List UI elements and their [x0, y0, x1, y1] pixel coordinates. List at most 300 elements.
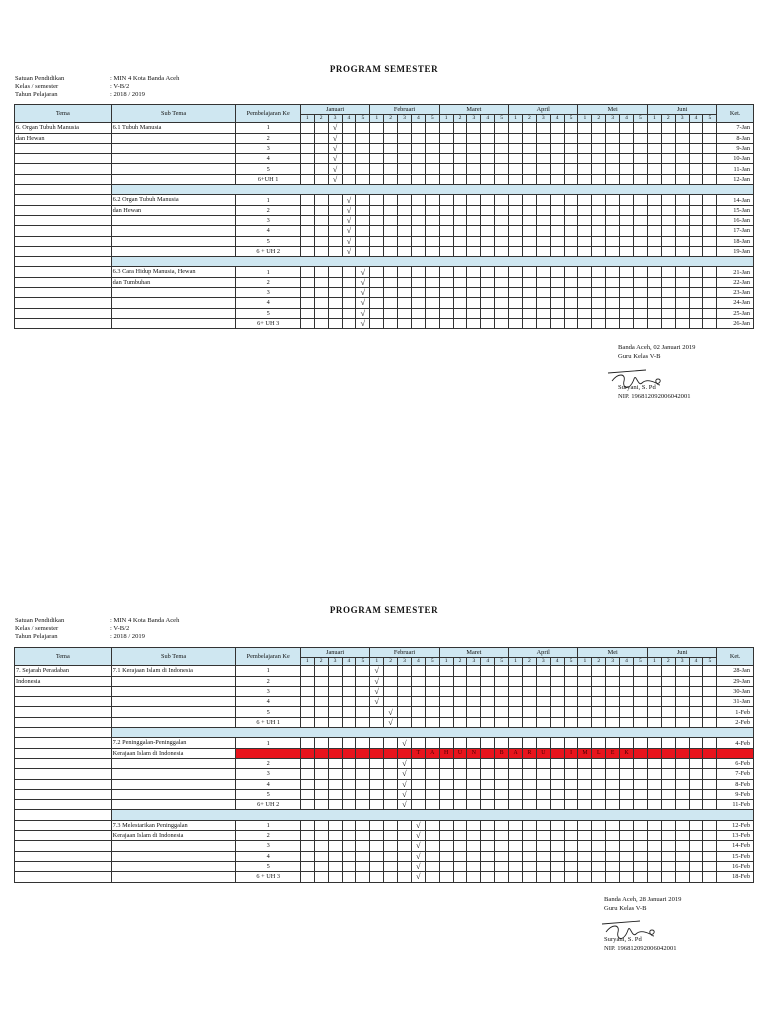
week-cell: [564, 841, 578, 851]
sub-tema-cell: [111, 707, 236, 717]
week-cell: [481, 697, 495, 707]
week-cell: [606, 707, 620, 717]
week-cell: [425, 123, 439, 133]
week-cell: [550, 717, 564, 727]
week-cell: [370, 123, 384, 133]
week-cell: [550, 205, 564, 215]
week-cell: [356, 758, 370, 768]
week-cell: [453, 308, 467, 318]
header-pembelajaran: Pembelajaran Ke: [236, 105, 300, 123]
week-cell: [314, 277, 328, 287]
week-cell: [370, 779, 384, 789]
week-cell: [495, 154, 509, 164]
week-cell: [633, 841, 647, 851]
week-cell: [314, 831, 328, 841]
pembelajaran-cell: 2: [236, 676, 300, 686]
sub-tema-cell: [111, 318, 236, 328]
week-cell: [620, 143, 634, 153]
week-cell: [509, 288, 523, 298]
header-week: 3: [328, 658, 342, 666]
week-cell: [606, 861, 620, 871]
week-cell: [453, 697, 467, 707]
header-week: 5: [425, 115, 439, 123]
week-cell: [689, 277, 703, 287]
week-cell: [578, 133, 592, 143]
week-cell: [536, 298, 550, 308]
week-cell: [384, 831, 398, 841]
week-cell: [398, 288, 412, 298]
ket-cell: 12-Jan: [717, 174, 754, 184]
tema-cell: [15, 717, 112, 727]
week-cell: [398, 205, 412, 215]
week-cell: [481, 789, 495, 799]
pembelajaran-cell: 3: [236, 769, 300, 779]
tema-cell: [15, 257, 112, 267]
week-cell: [661, 738, 675, 748]
header-ket: Ket.: [717, 105, 754, 123]
week-cell: [689, 851, 703, 861]
week-cell: [509, 697, 523, 707]
week-cell: [675, 779, 689, 789]
week-cell: [356, 851, 370, 861]
week-cell: [633, 872, 647, 882]
week-cell: [467, 707, 481, 717]
pembelajaran-cell: 4: [236, 851, 300, 861]
week-cell: [342, 820, 356, 830]
week-cell: [411, 226, 425, 236]
week-cell: [647, 226, 661, 236]
week-cell: [453, 195, 467, 205]
week-cell: [356, 707, 370, 717]
week-cell: [439, 133, 453, 143]
meta-value: : V-B/2: [110, 83, 130, 90]
week-cell: √: [342, 205, 356, 215]
week-cell: [439, 789, 453, 799]
week-cell: [522, 174, 536, 184]
week-cell: √: [342, 195, 356, 205]
tema-cell: [15, 779, 112, 789]
week-cell: [550, 226, 564, 236]
week-cell: [384, 872, 398, 882]
week-cell: [384, 820, 398, 830]
ket-cell: 1-Feb: [717, 707, 754, 717]
week-cell: [578, 123, 592, 133]
week-cell: [522, 164, 536, 174]
week-cell: [425, 154, 439, 164]
week-cell: [647, 246, 661, 256]
tema-cell: [15, 728, 112, 738]
week-cell: [592, 841, 606, 851]
week-cell: [314, 226, 328, 236]
week-cell: [342, 800, 356, 810]
week-cell: [522, 133, 536, 143]
week-cell: [356, 789, 370, 799]
week-cell: [439, 872, 453, 882]
week-cell: [328, 697, 342, 707]
week-cell: [689, 164, 703, 174]
sub-tema-cell: [111, 288, 236, 298]
week-cell: [481, 174, 495, 184]
week-cell: [633, 226, 647, 236]
week-cell: [550, 851, 564, 861]
sub-tema-cell: [111, 174, 236, 184]
week-cell: [495, 769, 509, 779]
week-cell: [481, 308, 495, 318]
week-cell: [495, 195, 509, 205]
week-cell: [314, 267, 328, 277]
week-cell: [398, 841, 412, 851]
week-cell: [578, 154, 592, 164]
week-cell: [300, 686, 314, 696]
table-row: [15, 779, 754, 789]
week-cell: [620, 717, 634, 727]
week-cell: [606, 236, 620, 246]
week-cell: [509, 666, 523, 676]
week-cell: [314, 164, 328, 174]
tema-cell: [15, 174, 112, 184]
tema-cell: [15, 800, 112, 810]
week-cell: [689, 308, 703, 318]
week-cell: [467, 851, 481, 861]
meta-value: : 2018 / 2019: [110, 91, 145, 98]
holiday-letter: T: [411, 748, 425, 758]
week-cell: [661, 697, 675, 707]
week-cell: [342, 831, 356, 841]
week-cell: [453, 205, 467, 215]
pembelajaran-cell: 1: [236, 195, 300, 205]
week-cell: [300, 707, 314, 717]
week-cell: [439, 758, 453, 768]
week-cell: [647, 758, 661, 768]
week-cell: [675, 697, 689, 707]
sub-tema-cell: [111, 246, 236, 256]
week-cell: [384, 686, 398, 696]
sub-tema-cell: [111, 789, 236, 799]
week-cell: [314, 236, 328, 246]
header-ket: Ket.: [717, 648, 754, 666]
week-cell: [647, 318, 661, 328]
header-week: 2: [314, 658, 328, 666]
week-cell: [398, 861, 412, 871]
header-tema: Tema: [15, 105, 112, 123]
ket-cell: 21-Jan: [717, 267, 754, 277]
week-cell: [467, 215, 481, 225]
holiday-letter: N: [467, 748, 481, 758]
sub-tema-cell: dan Tumbuhan: [111, 277, 236, 287]
sub-tema-cell: [111, 308, 236, 318]
week-cell: [495, 820, 509, 830]
week-cell: [411, 164, 425, 174]
week-cell: [495, 318, 509, 328]
week-cell: [578, 277, 592, 287]
week-cell: [509, 769, 523, 779]
week-cell: [411, 154, 425, 164]
week-cell: [425, 133, 439, 143]
separator-fill: [111, 257, 753, 267]
ket-cell: 19-Jan: [717, 246, 754, 256]
week-cell: [661, 195, 675, 205]
week-cell: [703, 779, 717, 789]
week-cell: [453, 298, 467, 308]
week-cell: [356, 697, 370, 707]
week-cell: [647, 789, 661, 799]
week-cell: [592, 195, 606, 205]
week-cell: [425, 851, 439, 861]
week-cell: [314, 318, 328, 328]
header-month: Januari: [300, 648, 369, 658]
ket-cell: 17-Jan: [717, 226, 754, 236]
week-cell: [592, 174, 606, 184]
week-cell: [703, 717, 717, 727]
ket-cell: 8-Jan: [717, 133, 754, 143]
week-cell: [661, 800, 675, 810]
header-month: April: [509, 105, 578, 115]
week-cell: [647, 666, 661, 676]
week-cell: [398, 308, 412, 318]
header-week: 2: [661, 115, 675, 123]
week-cell: [606, 851, 620, 861]
week-cell: [536, 277, 550, 287]
week-cell: [481, 277, 495, 287]
week-cell: [536, 318, 550, 328]
week-cell: [509, 831, 523, 841]
week-cell: [439, 717, 453, 727]
week-cell: [314, 851, 328, 861]
week-cell: [675, 267, 689, 277]
sub-tema-cell: 7.1 Kerajaan Islam di Indonesia: [111, 666, 236, 676]
week-cell: [481, 195, 495, 205]
week-cell: [550, 841, 564, 851]
meta-value: : 2018 / 2019: [110, 633, 145, 640]
tema-cell: [15, 841, 112, 851]
week-cell: [384, 174, 398, 184]
week-cell: [578, 738, 592, 748]
week-cell: [647, 769, 661, 779]
week-cell: [467, 831, 481, 841]
week-cell: [425, 779, 439, 789]
signature-place-date: Banda Aceh, 28 Januari 2019: [604, 896, 682, 903]
header-week: 5: [703, 115, 717, 123]
signature-name: Suryani, S. Pd: [604, 936, 642, 943]
week-cell: [606, 164, 620, 174]
week-cell: [370, 205, 384, 215]
week-cell: [675, 288, 689, 298]
week-cell: [689, 676, 703, 686]
table-row: [15, 769, 754, 779]
week-cell: [703, 841, 717, 851]
week-cell: [370, 738, 384, 748]
week-cell: √: [342, 236, 356, 246]
week-cell: [411, 769, 425, 779]
week-cell: [398, 666, 412, 676]
week-cell: [384, 288, 398, 298]
week-cell: √: [411, 872, 425, 882]
header-week: 4: [481, 658, 495, 666]
table-row: [15, 820, 754, 830]
week-cell: [481, 123, 495, 133]
week-cell: [384, 164, 398, 174]
week-cell: [314, 215, 328, 225]
week-cell: [328, 851, 342, 861]
week-cell: [522, 277, 536, 287]
week-cell: [370, 789, 384, 799]
header-week: 4: [689, 115, 703, 123]
week-cell: [661, 308, 675, 318]
week-cell: [453, 174, 467, 184]
week-cell: [509, 205, 523, 215]
week-cell: [314, 298, 328, 308]
week-cell: [314, 676, 328, 686]
week-cell: [647, 277, 661, 287]
week-cell: [633, 277, 647, 287]
week-cell: [370, 851, 384, 861]
week-cell: [370, 246, 384, 256]
week-cell: [509, 164, 523, 174]
week-cell: [481, 841, 495, 851]
tema-cell: [15, 820, 112, 830]
week-cell: [439, 277, 453, 287]
week-cell: [314, 841, 328, 851]
table-row: [15, 288, 754, 298]
week-cell: [703, 738, 717, 748]
week-cell: [328, 831, 342, 841]
holiday-letter: U: [453, 748, 467, 758]
week-cell: [689, 133, 703, 143]
table-row: [15, 226, 754, 236]
table-row: [15, 676, 754, 686]
week-cell: [578, 164, 592, 174]
week-cell: [620, 789, 634, 799]
week-cell: [564, 861, 578, 871]
week-cell: [467, 123, 481, 133]
week-cell: [675, 154, 689, 164]
tema-cell: [15, 288, 112, 298]
week-cell: [578, 717, 592, 727]
week-cell: [342, 174, 356, 184]
table-row: [15, 267, 754, 277]
signature-role: Guru Kelas V-B: [618, 353, 661, 360]
week-cell: [606, 841, 620, 851]
week-cell: [703, 872, 717, 882]
tema-cell: [15, 686, 112, 696]
schedule-table: [14, 104, 754, 329]
header-week: 3: [536, 658, 550, 666]
week-cell: [384, 246, 398, 256]
week-cell: [411, 133, 425, 143]
header-week: 2: [384, 658, 398, 666]
week-cell: [328, 686, 342, 696]
week-cell: [411, 215, 425, 225]
week-cell: [398, 133, 412, 143]
week-cell: [384, 267, 398, 277]
week-cell: [481, 215, 495, 225]
week-cell: [536, 779, 550, 789]
week-cell: [522, 236, 536, 246]
week-cell: √: [398, 738, 412, 748]
week-cell: [398, 831, 412, 841]
week-cell: [633, 143, 647, 153]
week-cell: [564, 707, 578, 717]
week-cell: [633, 789, 647, 799]
week-cell: [661, 861, 675, 871]
week-cell: [453, 717, 467, 727]
week-cell: [314, 758, 328, 768]
holiday-letter: B: [495, 748, 509, 758]
week-cell: [425, 298, 439, 308]
week-cell: [509, 872, 523, 882]
week-cell: [425, 697, 439, 707]
week-cell: [522, 205, 536, 215]
week-cell: [633, 267, 647, 277]
week-cell: [453, 686, 467, 696]
week-cell: [384, 800, 398, 810]
week-cell: [495, 707, 509, 717]
week-cell: [495, 164, 509, 174]
header-week: 3: [328, 115, 342, 123]
week-cell: [703, 236, 717, 246]
week-cell: [661, 246, 675, 256]
week-cell: [370, 174, 384, 184]
week-cell: [411, 195, 425, 205]
week-cell: [550, 133, 564, 143]
table-row: [15, 205, 754, 215]
week-cell: [509, 707, 523, 717]
sub-tema-cell: [111, 841, 236, 851]
week-cell: [675, 800, 689, 810]
week-cell: [592, 133, 606, 143]
week-cell: [425, 861, 439, 871]
week-cell: [578, 215, 592, 225]
week-cell: [425, 758, 439, 768]
week-cell: [550, 707, 564, 717]
week-cell: [384, 154, 398, 164]
week-cell: [439, 779, 453, 789]
week-cell: [342, 841, 356, 851]
week-cell: [564, 288, 578, 298]
week-cell: [661, 123, 675, 133]
week-cell: [453, 133, 467, 143]
header-month: Juni: [647, 648, 716, 658]
week-cell: [703, 195, 717, 205]
week-cell: [592, 246, 606, 256]
week-cell: [453, 277, 467, 287]
week-cell: [633, 820, 647, 830]
week-cell: [495, 123, 509, 133]
week-cell: [467, 195, 481, 205]
week-cell: [314, 686, 328, 696]
week-cell: [509, 267, 523, 277]
sub-tema-cell: [111, 851, 236, 861]
week-cell: [398, 707, 412, 717]
week-cell: [342, 738, 356, 748]
holiday-row: [15, 748, 754, 758]
week-cell: √: [342, 226, 356, 236]
week-cell: [536, 666, 550, 676]
tema-cell: [15, 298, 112, 308]
week-cell: [550, 154, 564, 164]
week-cell: [411, 205, 425, 215]
week-cell: [300, 789, 314, 799]
week-cell: [620, 174, 634, 184]
pembelajaran-cell: 3: [236, 215, 300, 225]
week-cell: [564, 697, 578, 707]
week-cell: [633, 758, 647, 768]
week-cell: [675, 143, 689, 153]
pembelajaran-cell: 4: [236, 779, 300, 789]
week-cell: [689, 686, 703, 696]
week-cell: [689, 769, 703, 779]
week-cell: √: [370, 676, 384, 686]
